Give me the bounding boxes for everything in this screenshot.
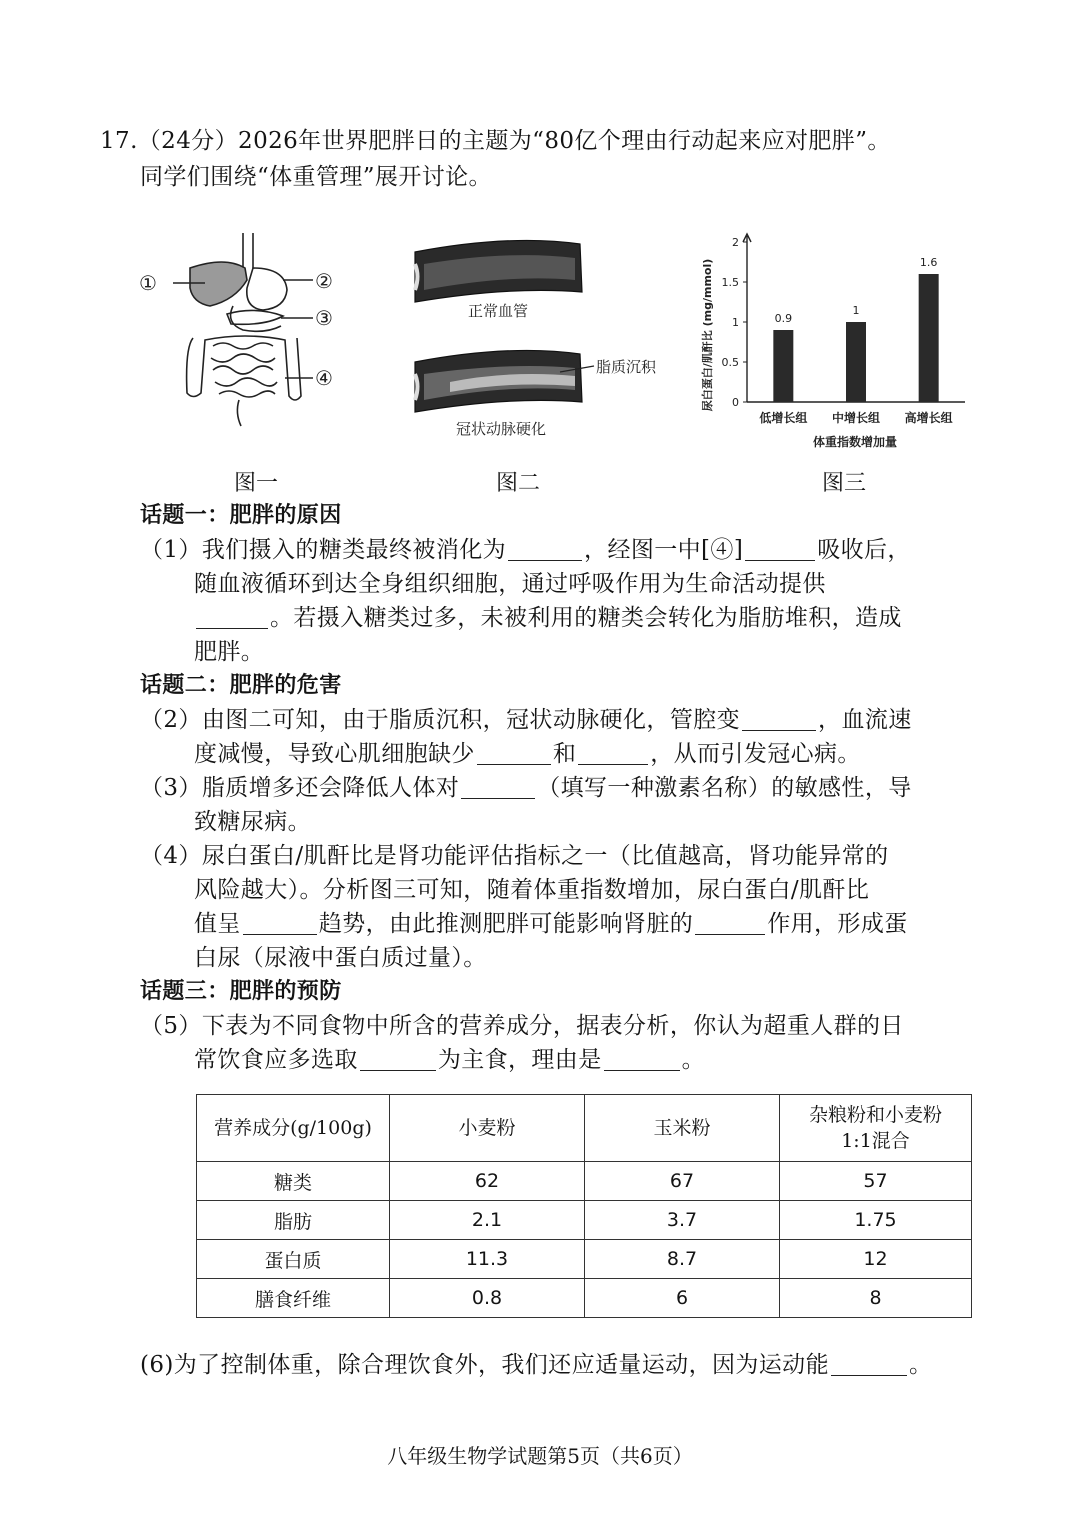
fig3-caption: 图三 [822,471,867,496]
table-cell: 6 [585,1279,780,1318]
chart-bar [846,322,866,402]
fig1-label-3: ③ [315,306,333,330]
table-cell: 12 [780,1240,972,1279]
chart-y-ticks [722,236,748,409]
q5-blank-2[interactable] [604,1048,680,1071]
table-cell: 11.3 [390,1240,585,1279]
q5-line2: 常饮食应多选取 为主食，理由是 。 [194,1047,706,1073]
table-header-cell: 杂粮粉和小麦粉 1:1混合 [780,1095,972,1162]
q5-blank-1[interactable] [360,1048,436,1071]
figure-3-bar-chart [695,230,975,455]
nutrition-table [196,1094,972,1318]
question-intro: 同学们围绕“体重管理”展开讨论。 [140,164,492,190]
table-header-cell: 营养成分(g/100g) [197,1095,390,1162]
topic2-heading: 话题二：肥胖的危害 [140,673,342,698]
q4-line4: 白尿（尿液中蛋白质过量）。 [194,945,487,971]
chart-x-ticks [759,410,952,425]
chart-y-tick-label: 0 [732,396,739,409]
q1-line2: 随血液循环到达全身组织细胞，通过呼吸作用为生命活动提供 [194,571,826,597]
q6-blank[interactable] [831,1353,907,1376]
q1-blank-3[interactable] [196,606,268,629]
q2-line1: （2）由图二可知，由于脂质沉积，冠状动脉硬化，管腔变 ，血流速 [140,707,912,733]
table-header-cell: 玉米粉 [585,1095,780,1162]
chart-bars [773,256,938,402]
q3-blank[interactable] [461,776,535,799]
table-row [197,1279,972,1318]
table-cell: 8.7 [585,1240,780,1279]
fig2-deposit-label: 脂质沉积 [596,358,657,376]
q4-blank-1[interactable] [243,912,317,935]
chart-x-tick-label: 低增长组 [759,411,808,425]
table-cell: 3.7 [585,1201,780,1240]
chart-data-label: 1 [852,304,860,317]
question-title: 17.（24分）2026年世界肥胖日的主题为“80亿个理由行动起来应对肥胖”。 [100,128,891,154]
q1-blank-1[interactable] [508,538,582,561]
table-header-cell: 小麦粉 [390,1095,585,1162]
table-row [197,1201,972,1240]
fig1-label-4: ④ [315,366,333,390]
fig2-normal-label: 正常血管 [468,302,529,320]
q4-line1: （4）尿白蛋白/肌酐比是肾功能评估指标之一（比值越高，肾功能异常的 [140,843,889,869]
q1-blank-2[interactable] [745,538,815,561]
chart-y-tick-label: 2 [732,236,739,249]
table-row [197,1240,972,1279]
q6-line: (6)为了控制体重，除合理饮食外，我们还应适量运动，因为运动能 。 [140,1352,933,1378]
q1-line4: 肥胖。 [194,639,265,665]
fig1-label-2: ② [315,269,333,293]
fig2-caption: 图二 [496,471,541,496]
figure-2-blood-vessels [410,234,680,444]
q4-line2: 风险越大）。分析图三可知，随着体重指数增加，尿白蛋白/肌酐比 [194,877,870,903]
table-cell: 糖类 [197,1162,390,1201]
table-cell: 2.1 [390,1201,585,1240]
fig1-caption: 图一 [234,471,279,496]
table-cell: 67 [585,1162,780,1201]
fig1-label-1: ① [139,271,157,295]
chart-x-tick-label: 中增长组 [831,411,881,425]
chart-y-tick-label: 1.5 [721,276,739,289]
q2-blank-2[interactable] [477,742,551,765]
table-cell: 膳食纤维 [197,1279,390,1318]
q1-line1: （1）我们摄入的糖类最终被消化为 ，经图一中[④] 吸收后， [140,537,911,563]
table-cell: 蛋白质 [197,1240,390,1279]
table-cell: 脂肪 [197,1201,390,1240]
chart-bar [919,274,939,402]
chart-xlabel: 体重指数增加量 [812,435,898,449]
q2-blank-3[interactable] [578,742,648,765]
figure-1-digestive-system [135,228,355,438]
table-cell: 1.75 [780,1201,972,1240]
q4-blank-2[interactable] [695,912,765,935]
chart-ylabel: 尿白蛋白/肌酐比 (mg/mmol) [701,258,714,412]
table-row [197,1162,972,1201]
q4-line3: 值呈 趋势，由此推测肥胖可能影响肾脏的 作用，形成蛋 [194,911,908,937]
table-header-row [197,1095,972,1162]
chart-data-label: 1.6 [919,256,938,269]
table-cell: 0.8 [390,1279,585,1318]
chart-data-label: 0.9 [774,312,793,325]
table-cell: 62 [390,1162,585,1201]
q2-blank-1[interactable] [742,708,816,731]
chart-x-tick-label: 高增长组 [904,411,953,425]
chart-y-tick-label: 1 [732,316,739,329]
q3-line1: （3）脂质增多还会降低人体对 （填写一种激素名称）的敏感性，导 [140,775,912,801]
q1-line3: 。若摄入糖类过多，未被利用的糖类会转化为脂肪堆积，造成 [194,601,902,635]
table-cell: 57 [780,1162,972,1201]
topic1-heading: 话题一：肥胖的原因 [140,503,342,528]
page-footer: 八年级生物学试题第5页（共6页） [387,1444,693,1468]
q5-line1: （5）下表为不同食物中所含的营养成分，据表分析，你认为超重人群的日 [140,1013,904,1039]
fig2-hardened-label: 冠状动脉硬化 [456,420,547,438]
q2-line2: 度减慢，导致心肌细胞缺少 和 ，从而引发冠心病。 [194,741,861,767]
table-cell: 8 [780,1279,972,1318]
topic3-heading: 话题三：肥胖的预防 [140,979,342,1004]
q3-line2: 致糖尿病。 [194,809,311,835]
chart-y-tick-label: 0.5 [721,356,739,369]
chart-bar [773,330,793,402]
